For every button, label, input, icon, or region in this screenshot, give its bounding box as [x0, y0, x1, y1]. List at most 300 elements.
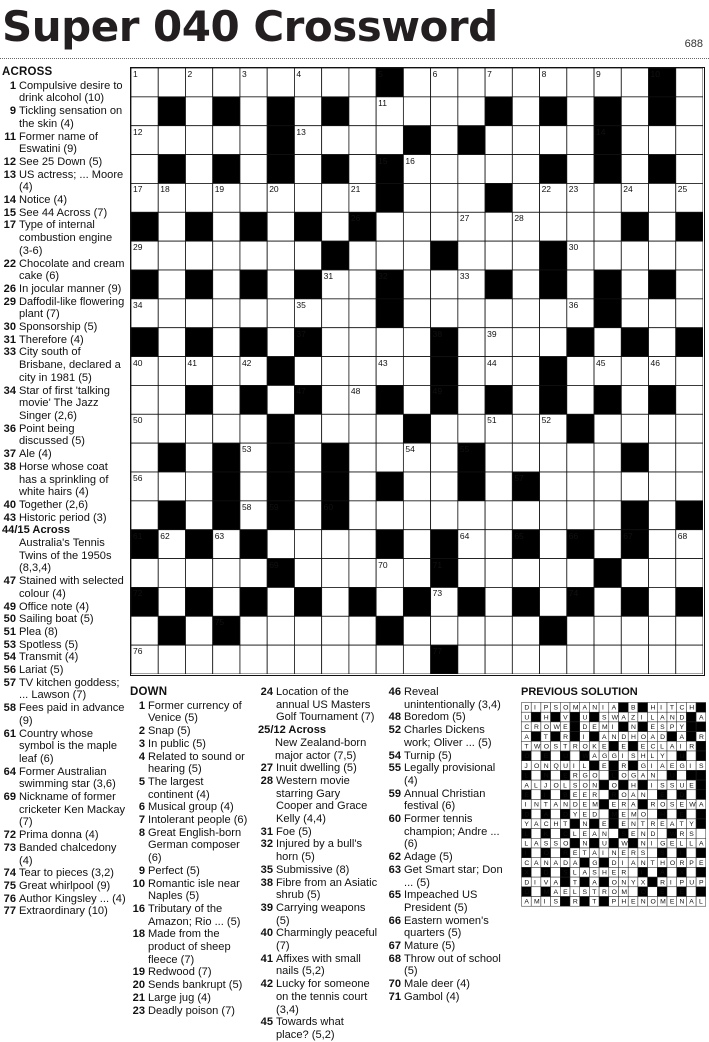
- answer-cell[interactable]: [213, 357, 240, 386]
- answer-cell[interactable]: [458, 241, 485, 270]
- answer-cell[interactable]: [649, 645, 676, 674]
- answer-cell[interactable]: [185, 155, 212, 184]
- clue-item[interactable]: [258, 902, 378, 927]
- answer-cell[interactable]: [158, 270, 185, 299]
- answer-cell[interactable]: [540, 212, 567, 241]
- answer-cell[interactable]: [512, 183, 539, 212]
- answer-cell[interactable]: [158, 587, 185, 616]
- answer-cell[interactable]: [512, 270, 539, 299]
- answer-cell[interactable]: [376, 645, 403, 674]
- clue-item[interactable]: [258, 826, 378, 839]
- clue-item[interactable]: [2, 766, 126, 791]
- clue-item[interactable]: [2, 626, 126, 639]
- answer-cell[interactable]: [676, 155, 703, 184]
- answer-cell[interactable]: [349, 501, 376, 530]
- clue-item[interactable]: [2, 283, 126, 296]
- answer-cell[interactable]: [185, 183, 212, 212]
- answer-cell[interactable]: [403, 270, 430, 299]
- answer-cell[interactable]: [676, 645, 703, 674]
- crossword-grid[interactable]: [130, 67, 705, 676]
- answer-cell[interactable]: [458, 357, 485, 386]
- answer-cell[interactable]: [649, 443, 676, 472]
- answer-cell[interactable]: [213, 645, 240, 674]
- answer-cell[interactable]: [485, 587, 512, 616]
- answer-cell[interactable]: [676, 385, 703, 414]
- clue-item[interactable]: [258, 877, 378, 902]
- clue-item[interactable]: [2, 80, 126, 105]
- answer-cell[interactable]: [158, 212, 185, 241]
- answer-cell[interactable]: [294, 616, 321, 645]
- answer-cell[interactable]: [594, 414, 621, 443]
- answer-cell[interactable]: [158, 241, 185, 270]
- clue-item[interactable]: [2, 512, 126, 525]
- answer-cell[interactable]: [158, 559, 185, 588]
- clue-item[interactable]: [2, 461, 126, 499]
- answer-cell[interactable]: [567, 126, 594, 155]
- answer-cell[interactable]: [431, 501, 458, 530]
- answer-cell[interactable]: [621, 155, 648, 184]
- answer-cell[interactable]: [322, 328, 349, 357]
- answer-cell[interactable]: [649, 472, 676, 501]
- answer-cell[interactable]: [267, 328, 294, 357]
- answer-cell[interactable]: [267, 68, 294, 97]
- answer-cell[interactable]: [376, 212, 403, 241]
- answer-cell[interactable]: [403, 68, 430, 97]
- answer-cell[interactable]: [676, 414, 703, 443]
- answer-cell[interactable]: [512, 616, 539, 645]
- answer-cell[interactable]: [213, 559, 240, 588]
- clue-item[interactable]: [2, 880, 126, 893]
- answer-cell[interactable]: [594, 645, 621, 674]
- clue-item[interactable]: [2, 842, 126, 867]
- answer-cell[interactable]: [349, 414, 376, 443]
- clue-item[interactable]: [130, 827, 248, 865]
- answer-cell[interactable]: [485, 616, 512, 645]
- answer-cell[interactable]: [594, 212, 621, 241]
- answer-cell[interactable]: [240, 183, 267, 212]
- answer-cell[interactable]: [676, 68, 703, 97]
- clue-item[interactable]: [2, 893, 126, 906]
- answer-cell[interactable]: [458, 328, 485, 357]
- clue-item[interactable]: [386, 940, 510, 953]
- answer-cell[interactable]: [240, 299, 267, 328]
- clue-item[interactable]: [2, 194, 126, 207]
- clue-item[interactable]: [130, 878, 248, 903]
- answer-cell[interactable]: [431, 155, 458, 184]
- answer-cell[interactable]: [267, 616, 294, 645]
- answer-cell[interactable]: [512, 97, 539, 126]
- answer-cell[interactable]: [267, 212, 294, 241]
- answer-cell[interactable]: [376, 501, 403, 530]
- answer-cell[interactable]: [240, 472, 267, 501]
- answer-cell[interactable]: [567, 472, 594, 501]
- answer-cell[interactable]: [294, 472, 321, 501]
- answer-cell[interactable]: [458, 385, 485, 414]
- answer-cell[interactable]: [294, 443, 321, 472]
- answer-cell[interactable]: [458, 68, 485, 97]
- answer-cell[interactable]: [621, 126, 648, 155]
- answer-cell[interactable]: [431, 414, 458, 443]
- answer-cell[interactable]: [485, 299, 512, 328]
- answer-cell[interactable]: [403, 241, 430, 270]
- answer-cell[interactable]: [185, 414, 212, 443]
- answer-cell[interactable]: [649, 616, 676, 645]
- clue-item[interactable]: [258, 838, 378, 863]
- answer-cell[interactable]: [676, 357, 703, 386]
- answer-cell[interactable]: [240, 414, 267, 443]
- clue-item[interactable]: [2, 296, 126, 321]
- answer-cell[interactable]: [485, 443, 512, 472]
- answer-cell[interactable]: [512, 357, 539, 386]
- answer-cell[interactable]: [349, 559, 376, 588]
- answer-cell[interactable]: [431, 270, 458, 299]
- answer-cell[interactable]: [403, 328, 430, 357]
- clue-item[interactable]: [2, 613, 126, 626]
- answer-cell[interactable]: [403, 299, 430, 328]
- answer-cell[interactable]: [403, 97, 430, 126]
- clue-item[interactable]: [2, 156, 126, 169]
- answer-cell[interactable]: [431, 97, 458, 126]
- answer-cell[interactable]: [485, 241, 512, 270]
- answer-cell[interactable]: [349, 645, 376, 674]
- answer-cell[interactable]: [567, 270, 594, 299]
- answer-cell[interactable]: [376, 126, 403, 155]
- answer-cell[interactable]: [649, 559, 676, 588]
- answer-cell[interactable]: [131, 616, 158, 645]
- answer-cell[interactable]: [512, 299, 539, 328]
- answer-cell[interactable]: [213, 299, 240, 328]
- answer-cell[interactable]: [540, 472, 567, 501]
- clue-item[interactable]: [2, 385, 126, 423]
- answer-cell[interactable]: [649, 183, 676, 212]
- answer-cell[interactable]: [676, 299, 703, 328]
- answer-cell[interactable]: [131, 97, 158, 126]
- clue-item[interactable]: [130, 865, 248, 878]
- answer-cell[interactable]: [322, 414, 349, 443]
- answer-cell[interactable]: [512, 328, 539, 357]
- answer-cell[interactable]: [540, 645, 567, 674]
- answer-cell[interactable]: [213, 241, 240, 270]
- clue-item[interactable]: [2, 639, 126, 652]
- answer-cell[interactable]: [594, 183, 621, 212]
- answer-cell[interactable]: [649, 126, 676, 155]
- answer-cell[interactable]: [485, 559, 512, 588]
- answer-cell[interactable]: [240, 97, 267, 126]
- answer-cell[interactable]: [294, 559, 321, 588]
- answer-cell[interactable]: [540, 126, 567, 155]
- answer-cell[interactable]: [267, 645, 294, 674]
- clue-item[interactable]: [130, 725, 248, 738]
- answer-cell[interactable]: [403, 645, 430, 674]
- answer-cell[interactable]: [540, 559, 567, 588]
- answer-cell[interactable]: [458, 501, 485, 530]
- clue-item[interactable]: [258, 953, 378, 978]
- answer-cell[interactable]: [485, 472, 512, 501]
- answer-cell[interactable]: [240, 241, 267, 270]
- answer-cell[interactable]: [458, 559, 485, 588]
- clue-item[interactable]: [386, 813, 510, 851]
- answer-cell[interactable]: [431, 299, 458, 328]
- answer-cell[interactable]: [349, 126, 376, 155]
- answer-cell[interactable]: [349, 68, 376, 97]
- answer-cell[interactable]: [158, 328, 185, 357]
- answer-cell[interactable]: [458, 299, 485, 328]
- answer-cell[interactable]: [594, 328, 621, 357]
- answer-cell[interactable]: [512, 126, 539, 155]
- clue-item[interactable]: [2, 448, 126, 461]
- answer-cell[interactable]: [185, 616, 212, 645]
- answer-cell[interactable]: [594, 501, 621, 530]
- answer-cell[interactable]: [185, 241, 212, 270]
- answer-cell[interactable]: [403, 616, 430, 645]
- answer-cell[interactable]: [376, 241, 403, 270]
- answer-cell[interactable]: [294, 530, 321, 559]
- answer-cell[interactable]: [649, 212, 676, 241]
- answer-cell[interactable]: [676, 559, 703, 588]
- answer-cell[interactable]: [676, 443, 703, 472]
- clue-item[interactable]: [2, 423, 126, 448]
- answer-cell[interactable]: [540, 501, 567, 530]
- clue-item[interactable]: [130, 700, 248, 725]
- answer-cell[interactable]: [294, 183, 321, 212]
- clue-item[interactable]: [130, 966, 248, 979]
- clue-item[interactable]: [130, 738, 248, 751]
- answer-cell[interactable]: [240, 126, 267, 155]
- clue-item[interactable]: [386, 889, 510, 914]
- answer-cell[interactable]: [213, 212, 240, 241]
- answer-cell[interactable]: [322, 645, 349, 674]
- answer-cell[interactable]: [676, 270, 703, 299]
- answer-cell[interactable]: [621, 357, 648, 386]
- clue-item[interactable]: [386, 750, 510, 763]
- clue-item[interactable]: [258, 978, 378, 1016]
- answer-cell[interactable]: [594, 587, 621, 616]
- answer-cell[interactable]: [349, 443, 376, 472]
- answer-cell[interactable]: [621, 645, 648, 674]
- clue-item[interactable]: [258, 864, 378, 877]
- clue-item[interactable]: [2, 728, 126, 766]
- answer-cell[interactable]: [185, 472, 212, 501]
- clue-item[interactable]: [258, 775, 378, 826]
- answer-cell[interactable]: [485, 126, 512, 155]
- answer-cell[interactable]: [267, 587, 294, 616]
- answer-cell[interactable]: [567, 501, 594, 530]
- answer-cell[interactable]: [676, 616, 703, 645]
- answer-cell[interactable]: [567, 357, 594, 386]
- answer-cell[interactable]: [485, 645, 512, 674]
- answer-cell[interactable]: [322, 385, 349, 414]
- clue-item[interactable]: [386, 788, 510, 813]
- answer-cell[interactable]: [131, 385, 158, 414]
- clue-item[interactable]: [130, 979, 248, 992]
- answer-cell[interactable]: [567, 212, 594, 241]
- clue-item[interactable]: [258, 927, 378, 952]
- clue-item[interactable]: [2, 905, 126, 918]
- clue-item[interactable]: [386, 686, 510, 711]
- answer-cell[interactable]: [540, 443, 567, 472]
- answer-cell[interactable]: [567, 155, 594, 184]
- answer-cell[interactable]: [240, 616, 267, 645]
- answer-cell[interactable]: [213, 385, 240, 414]
- answer-cell[interactable]: [594, 472, 621, 501]
- clue-item[interactable]: [2, 499, 126, 512]
- clue-item[interactable]: [2, 702, 126, 727]
- answer-cell[interactable]: [458, 414, 485, 443]
- clue-item[interactable]: [130, 1005, 248, 1018]
- answer-cell[interactable]: [676, 241, 703, 270]
- answer-cell[interactable]: [158, 299, 185, 328]
- answer-cell[interactable]: [294, 414, 321, 443]
- answer-cell[interactable]: [621, 97, 648, 126]
- answer-cell[interactable]: [621, 616, 648, 645]
- answer-cell[interactable]: [458, 645, 485, 674]
- answer-cell[interactable]: [376, 414, 403, 443]
- answer-cell[interactable]: [158, 645, 185, 674]
- answer-cell[interactable]: [131, 501, 158, 530]
- answer-cell[interactable]: [240, 559, 267, 588]
- answer-cell[interactable]: [403, 559, 430, 588]
- answer-cell[interactable]: [621, 68, 648, 97]
- answer-cell[interactable]: [322, 616, 349, 645]
- answer-cell[interactable]: [567, 97, 594, 126]
- answer-cell[interactable]: [376, 443, 403, 472]
- answer-cell[interactable]: [594, 530, 621, 559]
- answer-cell[interactable]: [294, 501, 321, 530]
- answer-cell[interactable]: [131, 443, 158, 472]
- answer-cell[interactable]: [267, 241, 294, 270]
- answer-cell[interactable]: [594, 616, 621, 645]
- answer-cell[interactable]: [376, 587, 403, 616]
- clue-item[interactable]: [258, 724, 378, 762]
- answer-cell[interactable]: [213, 126, 240, 155]
- clue-item[interactable]: [386, 915, 510, 940]
- answer-cell[interactable]: [349, 241, 376, 270]
- answer-cell[interactable]: [267, 299, 294, 328]
- answer-cell[interactable]: [158, 126, 185, 155]
- answer-cell[interactable]: [349, 97, 376, 126]
- answer-cell[interactable]: [458, 183, 485, 212]
- clue-item[interactable]: [386, 953, 510, 978]
- answer-cell[interactable]: [267, 385, 294, 414]
- answer-cell[interactable]: [240, 645, 267, 674]
- answer-cell[interactable]: [649, 530, 676, 559]
- clue-item[interactable]: [2, 169, 126, 194]
- clue-item[interactable]: [2, 524, 126, 575]
- answer-cell[interactable]: [485, 501, 512, 530]
- answer-cell[interactable]: [540, 530, 567, 559]
- answer-cell[interactable]: [594, 241, 621, 270]
- answer-cell[interactable]: [431, 443, 458, 472]
- answer-cell[interactable]: [322, 357, 349, 386]
- answer-cell[interactable]: [322, 587, 349, 616]
- answer-cell[interactable]: [431, 126, 458, 155]
- answer-cell[interactable]: [458, 97, 485, 126]
- answer-cell[interactable]: [349, 530, 376, 559]
- answer-cell[interactable]: [158, 472, 185, 501]
- clue-item[interactable]: [258, 762, 378, 775]
- clue-item[interactable]: [386, 711, 510, 724]
- answer-cell[interactable]: [649, 241, 676, 270]
- answer-cell[interactable]: [349, 270, 376, 299]
- answer-cell[interactable]: [158, 68, 185, 97]
- answer-cell[interactable]: [458, 616, 485, 645]
- answer-cell[interactable]: [403, 183, 430, 212]
- answer-cell[interactable]: [567, 385, 594, 414]
- answer-cell[interactable]: [567, 443, 594, 472]
- answer-cell[interactable]: [322, 183, 349, 212]
- clue-item[interactable]: [386, 991, 510, 1004]
- answer-cell[interactable]: [213, 587, 240, 616]
- answer-cell[interactable]: [213, 328, 240, 357]
- answer-cell[interactable]: [403, 357, 430, 386]
- answer-cell[interactable]: [267, 530, 294, 559]
- answer-cell[interactable]: [485, 212, 512, 241]
- clue-item[interactable]: [2, 677, 126, 702]
- clue-item[interactable]: [258, 686, 378, 724]
- clue-item[interactable]: [130, 814, 248, 827]
- clue-item[interactable]: [2, 334, 126, 347]
- answer-cell[interactable]: [349, 616, 376, 645]
- answer-cell[interactable]: [294, 97, 321, 126]
- clue-item[interactable]: [2, 791, 126, 829]
- answer-cell[interactable]: [403, 530, 430, 559]
- clue-item[interactable]: [2, 219, 126, 257]
- answer-cell[interactable]: [403, 385, 430, 414]
- answer-cell[interactable]: [403, 472, 430, 501]
- answer-cell[interactable]: [294, 357, 321, 386]
- answer-cell[interactable]: [322, 126, 349, 155]
- answer-cell[interactable]: [376, 328, 403, 357]
- clue-item[interactable]: [386, 724, 510, 749]
- answer-cell[interactable]: [567, 645, 594, 674]
- clue-item[interactable]: [386, 978, 510, 991]
- answer-cell[interactable]: [431, 183, 458, 212]
- answer-cell[interactable]: [185, 97, 212, 126]
- answer-cell[interactable]: [349, 472, 376, 501]
- answer-cell[interactable]: [185, 443, 212, 472]
- answer-cell[interactable]: [621, 270, 648, 299]
- answer-cell[interactable]: [512, 443, 539, 472]
- answer-cell[interactable]: [485, 155, 512, 184]
- answer-cell[interactable]: [322, 212, 349, 241]
- answer-cell[interactable]: [540, 299, 567, 328]
- answer-cell[interactable]: [322, 559, 349, 588]
- answer-cell[interactable]: [621, 559, 648, 588]
- clue-item[interactable]: [2, 601, 126, 614]
- answer-cell[interactable]: [512, 385, 539, 414]
- answer-cell[interactable]: [621, 414, 648, 443]
- answer-cell[interactable]: [540, 587, 567, 616]
- clue-item[interactable]: [2, 664, 126, 677]
- answer-cell[interactable]: [431, 472, 458, 501]
- answer-cell[interactable]: [322, 530, 349, 559]
- clue-item[interactable]: [258, 1016, 378, 1041]
- clue-item[interactable]: [130, 751, 248, 776]
- clue-item[interactable]: [2, 346, 126, 384]
- clue-item[interactable]: [2, 321, 126, 334]
- answer-cell[interactable]: [458, 155, 485, 184]
- answer-cell[interactable]: [267, 270, 294, 299]
- answer-cell[interactable]: [185, 299, 212, 328]
- answer-cell[interactable]: [649, 501, 676, 530]
- answer-cell[interactable]: [322, 68, 349, 97]
- answer-cell[interactable]: [349, 357, 376, 386]
- clue-item[interactable]: [2, 105, 126, 130]
- answer-cell[interactable]: [540, 328, 567, 357]
- answer-cell[interactable]: [158, 385, 185, 414]
- answer-cell[interactable]: [349, 299, 376, 328]
- clue-item[interactable]: [386, 864, 510, 889]
